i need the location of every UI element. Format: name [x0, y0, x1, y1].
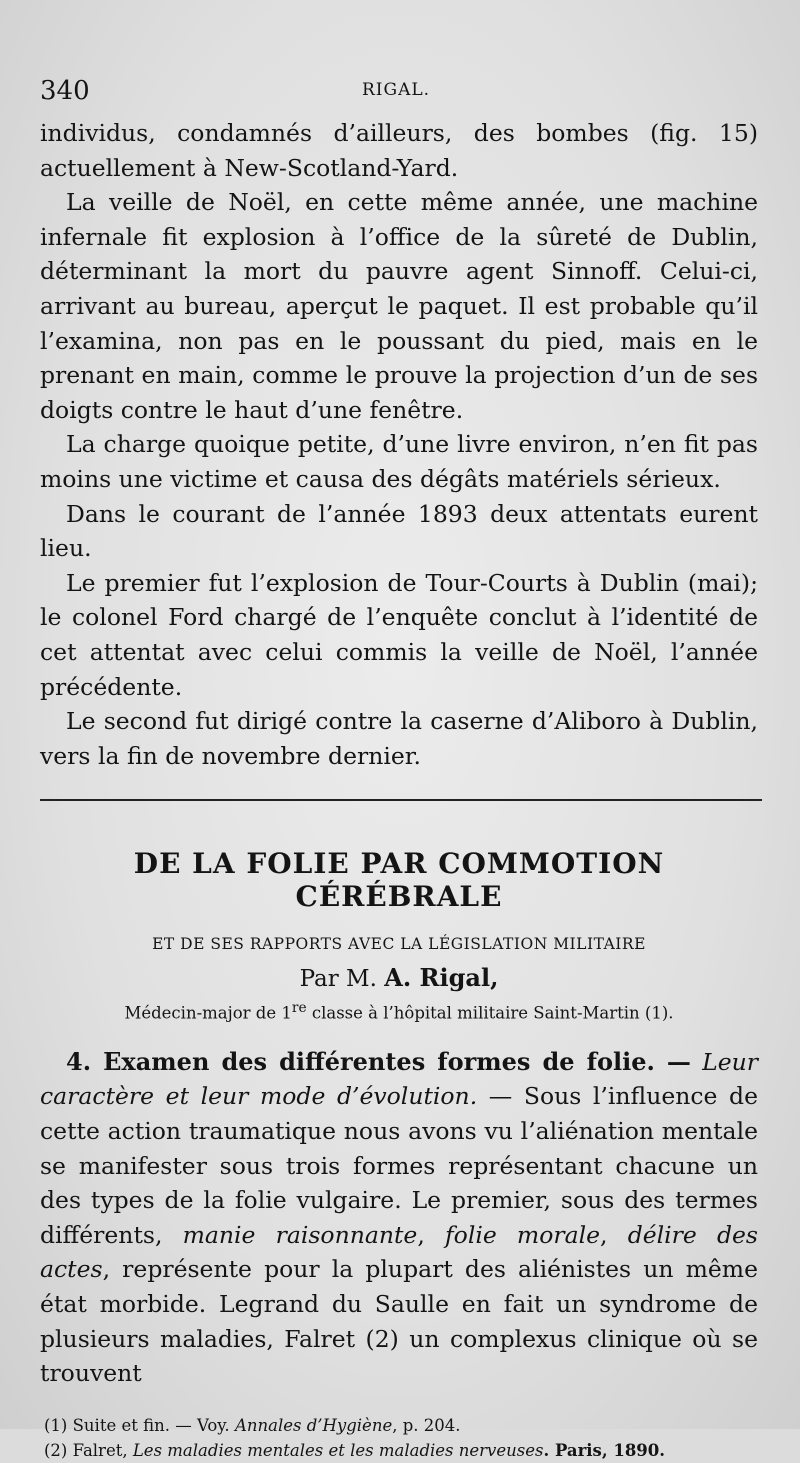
author-name: A. Rigal,	[384, 963, 499, 993]
article-subtitle: ET DE SES RAPPORTS AVEC LA LÉGISLATION MILITAIRE	[152, 935, 646, 954]
paragraph: Dans le courant de l’année 1893 deux attentats eurent lieu.	[40, 499, 758, 563]
page-header	[40, 72, 758, 116]
preceding-article-text	[40, 116, 758, 773]
author-affiliation	[40, 1000, 758, 1023]
affiliation-text-end: classe à l’hôpital militaire Saint-Martin (1).	[306, 1003, 674, 1023]
page-number: 340	[40, 76, 90, 106]
separator: ,	[600, 1220, 628, 1249]
article-title: DE LA FOLIE PAR COMMOTION CÉRÉBRALE	[133, 847, 665, 914]
paragraph: La charge quoique petite, d’une livre environ, n’en fit pas moins une victime et causa des dégâts matériels sérieux.	[40, 430, 758, 493]
author-line	[40, 963, 758, 992]
paragraph: La veille de Noël, en cette même année, une machine infernale fit explosion à l’office de la sûreté de Dublin, déterminant la mort du pauvre agent Sinnoff. Celui-ci, arrivant au bureau, aperçut le paquet. Il est probable qu’il l’examina, non pas en le poussant du pied, mais en le prenant en main, comme le prouve la projection d’un de ses doigts contre le haut d’une fenêtre.	[40, 188, 758, 424]
running-head: RIGAL.	[362, 80, 431, 100]
section-paragraph	[40, 1045, 758, 1391]
footnote-text: (1) Suite et fin. — Voy.	[44, 1415, 235, 1435]
section-text: — Sous l’influence de cette action traumatique nous avons vu l’aliénation mentale se manifester sous trois formes représentant chacune un des types de la folie vulgaire. Le premier, sous des termes différents,	[40, 1082, 758, 1249]
footnote-2	[40, 1438, 758, 1463]
author-prefix: Par M.	[299, 966, 377, 993]
section-text-continued: , représente pour la plupart des aliénistes un même état morbide. Legrand du Saulle en fait un syndrome de plusieurs maladies, Falret (2) un complexus clinique où se trouvent	[40, 1255, 758, 1388]
paragraph: individus, condamnés d’ailleurs, des bombes (fig. 15) actuellement à New-Scotland-Yard.	[40, 119, 758, 182]
affiliation-text: Médecin-major de 1	[124, 1003, 292, 1023]
footnote-1	[40, 1413, 758, 1438]
section-4	[40, 1045, 758, 1391]
paragraph: Le premier fut l’explosion de Tour-Courts à Dublin (mai); le colonel Ford chargé de l’enquête conclut à l’identité de cet attentat avec celui commis la veille de Noël, l’année précédente.	[40, 568, 758, 701]
footnote-title: Annales d’Hygiène	[234, 1415, 393, 1435]
term-delire-des-actes: délire des actes	[40, 1220, 758, 1284]
term-folie-morale: folie morale	[444, 1220, 601, 1249]
footnote-text: , p. 204.	[392, 1415, 461, 1435]
footnote-text: (2) Falret,	[44, 1440, 133, 1460]
section-divider	[40, 799, 762, 801]
term-manie-raisonnante: manie raisonnante	[182, 1220, 418, 1249]
footnote-text: . Paris, 1890.	[543, 1440, 666, 1460]
separator: ,	[417, 1220, 445, 1249]
section-heading: 4. Examen des différentes formes de folie. —	[66, 1046, 691, 1076]
footnotes	[40, 1413, 758, 1463]
paragraph: Le second fut dirigé contre la caserne d’Aliboro à Dublin, vers la fin de novembre dernier.	[40, 707, 758, 770]
footnote-title: Les maladies mentales et les maladies nerveuses	[132, 1440, 544, 1460]
affiliation-superscript: re	[291, 1000, 307, 1017]
section-subheading: Leur caractère et leur mode d’évolution.	[40, 1047, 758, 1111]
